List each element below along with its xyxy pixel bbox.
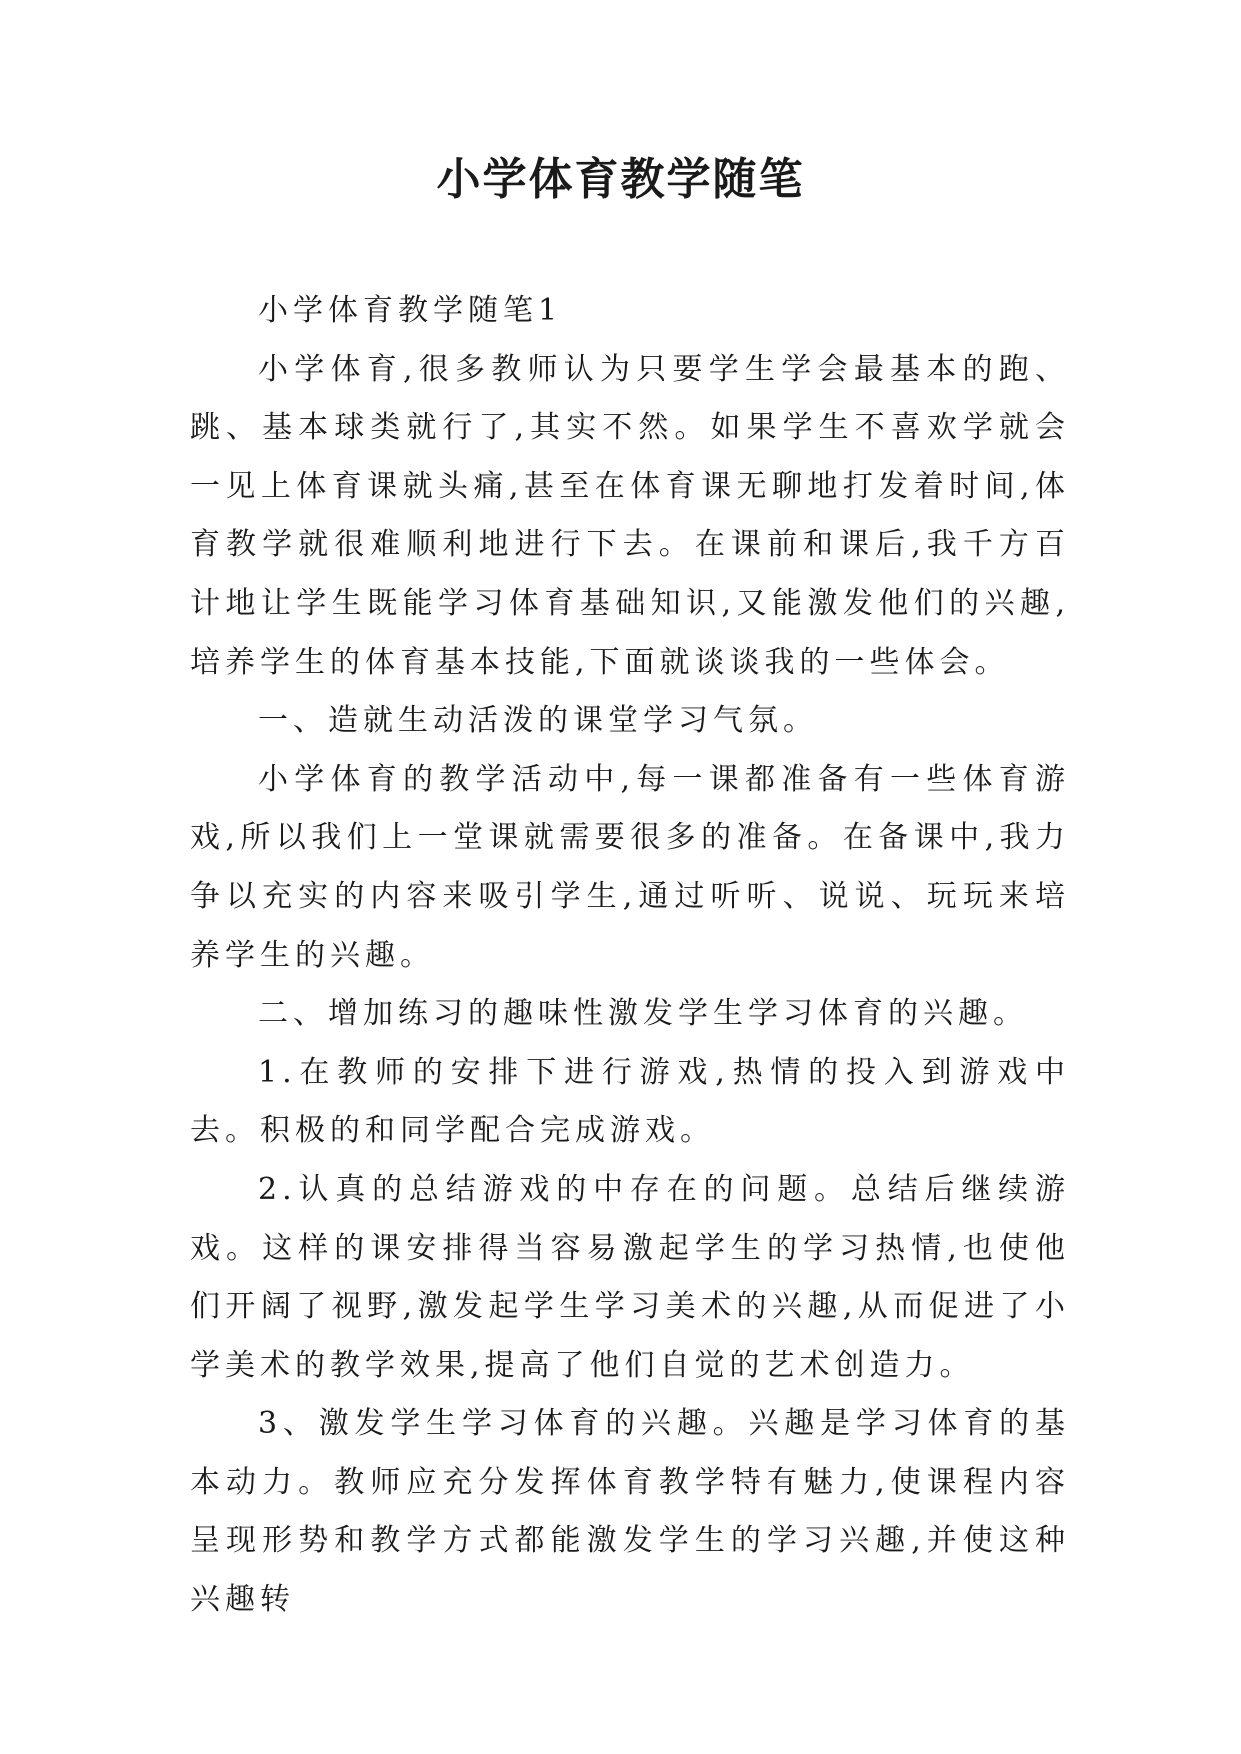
- document-body: [190, 282, 1070, 1630]
- paragraph: 1.在教师的安排下进行游戏,热情的投入到游戏中去。积极的和同学配合完成游戏。: [190, 1054, 1070, 1149]
- subheading: 二、增加练习的趣味性激发学生学习体育的兴趣。: [258, 996, 1028, 1032]
- paragraph: 2.认真的总结游戏的中存在的问题。总结后继续游戏。这样的课安排得当容易激起学生的学习热情,也使他们开阔了视野,激发起学生学习美术的兴趣,从而促进了小学美术的教学效果,提高了他们自觉的艺术创造力。: [190, 1171, 1070, 1383]
- section-heading: 小学体育教学随笔1: [258, 293, 563, 328]
- paragraph: 小学体育的教学活动中,每一课都准备有一些体育游戏,所以我们上一堂课就需要很多的准备。在备课中,我力争以充实的内容来吸引学生,通过听听、说说、玩玩来培养学生的兴趣。: [190, 761, 1070, 973]
- subheading: 一、造就生动活泼的课堂学习气氛。: [258, 703, 818, 739]
- paragraph: 小学体育,很多教师认为只要学生学会最基本的跑、跳、基本球类就行了,其实不然。如果学生不喜欢学就会一见上体育课就头痛,甚至在体育课无聊地打发着时间,体育教学就很难顺利地进行下去。在课前和课后,我千方百计地让学生既能学习体育基础知识,又能激发他们的兴趣,培养学生的体育基本技能,下面就谈谈我的一些体会。: [190, 351, 1070, 680]
- paragraph: 3、激发学生学习体育的兴趣。兴趣是学习体育的基本动力。教师应充分发挥体育教学特有魅力,使课程内容呈现形势和教学方式都能激发学生的学习兴趣,并使这种兴趣转: [190, 1406, 1070, 1618]
- document-title: 小学体育教学随笔: [436, 154, 805, 205]
